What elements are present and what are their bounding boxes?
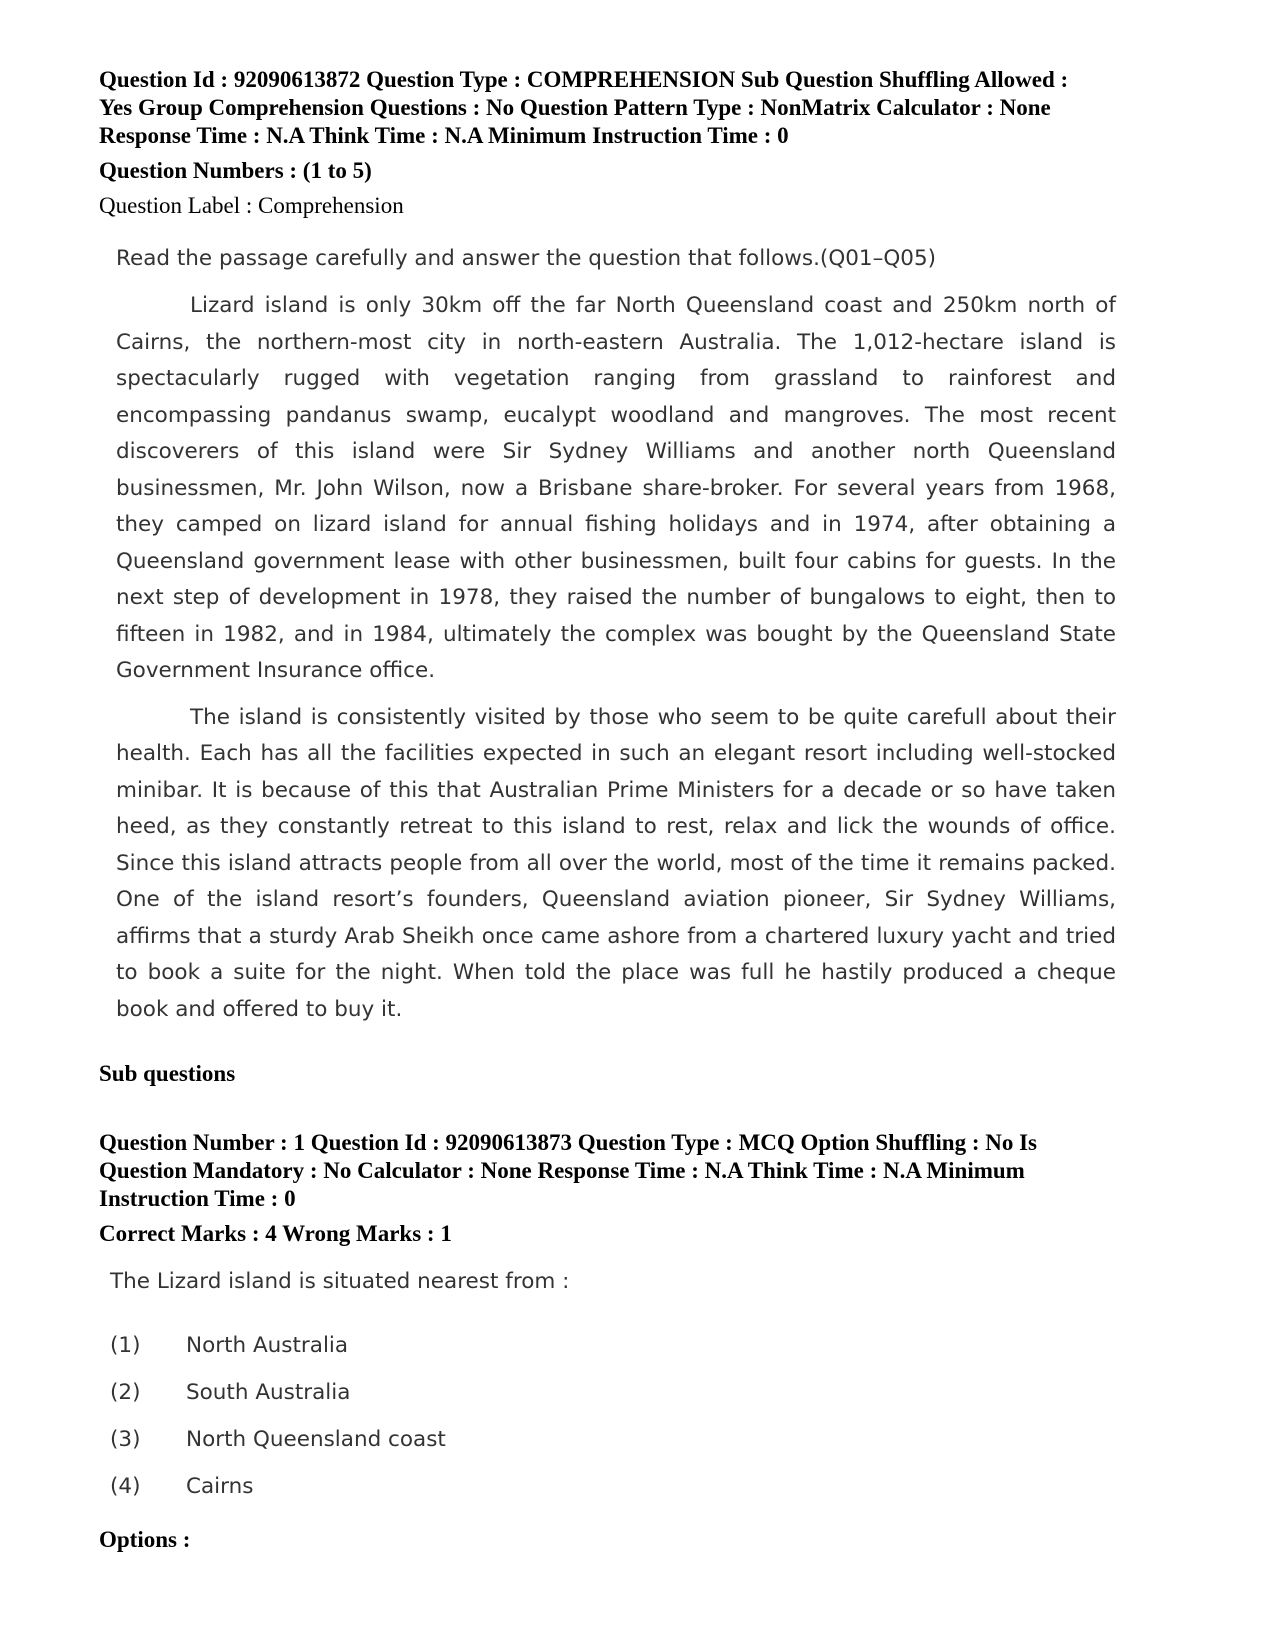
comprehension-passage bbox=[116, 244, 1116, 1038]
question-label: Question Label : Comprehension bbox=[99, 193, 404, 218]
question-1-meta-line: Instruction Time : 0 bbox=[99, 1186, 296, 1211]
options-heading: Options : bbox=[99, 1527, 191, 1552]
question-1-stem: The Lizard island is situated nearest from : bbox=[110, 1269, 570, 1294]
choice-number: (2) bbox=[110, 1380, 141, 1405]
question-1-meta-line: Question Number : 1 Question Id : 92090613873 Question Type : MCQ Option Shuffling : No Is bbox=[99, 1130, 1038, 1155]
choice-item bbox=[110, 1369, 446, 1416]
passage-paragraph-2: The island is consistently visited by those who seem to be quite carefull about their health. Each has all the facilities expected in such an elegant resort including well-stocked minibar. It is because of this that Australian Prime Ministers for a decade or so have taken heed, as they constantly retreat to this island to rest, relax and lick the wounds of office. Since this island attracts people from all over the world, most of the time it remains packed. One of the island resort’s founders, Queensland aviation pioneer, Sir Sydney Williams, affirms that a sturdy Arab Sheikh once came ashore from a chartered luxury yacht and tried to book a suite for the night. When told the place was full he hastily produced a cheque book and offered to buy it. bbox=[116, 704, 1116, 1022]
choice-text: North Australia bbox=[186, 1333, 349, 1358]
choice-item bbox=[110, 1463, 446, 1510]
passage-paragraph-1: Lizard island is only 30km off the far North Queensland coast and 250km north of Cairns, the northern-most city in north-eastern Australia. The 1,012-hectare island is spectacularly rugged with vegetation ranging from grassland to rainforest and encompassing pandanus swamp, eucalypt woodland and mangroves. The most recent discoverers of this island were Sir Sydney Williams and another north Queensland businessmen, Mr. John Wilson, now a Brisbane share-broker. For several years from 1968, they camped on lizard island for annual fishing holidays and in 1974, after obtaining a Queensland government lease with other businessmen, built four cabins for guests. In the next step of development in 1978, they raised the number of bungalows to eight, then to fifteen in 1982, and in 1984, ultimately the complex was bought by the Queensland State Government Insurance office. bbox=[116, 293, 1116, 683]
choice-text: North Queensland coast bbox=[186, 1427, 446, 1452]
question-1-choices bbox=[110, 1322, 446, 1510]
comprehension-metadata bbox=[99, 66, 1179, 150]
sub-questions-heading: Sub questions bbox=[99, 1061, 236, 1086]
passage-instruction: Read the passage carefully and answer the question that follows.(Q01–Q05) bbox=[116, 246, 937, 271]
question-numbers: Question Numbers : (1 to 5) bbox=[99, 158, 372, 183]
comprehension-meta-line: Question Id : 92090613872 Question Type : COMPREHENSION Sub Question Shuffling Allowed : bbox=[99, 67, 1069, 92]
choice-number: (3) bbox=[110, 1427, 141, 1452]
question-1-meta-line: Question Mandatory : No Calculator : None Response Time : N.A Think Time : N.A Minimum bbox=[99, 1158, 1025, 1183]
choice-text: South Australia bbox=[186, 1380, 351, 1405]
choice-text: Cairns bbox=[186, 1474, 254, 1499]
choice-number: (4) bbox=[110, 1474, 141, 1499]
question-1-metadata bbox=[99, 1129, 1179, 1213]
comprehension-meta-line: Response Time : N.A Think Time : N.A Minimum Instruction Time : 0 bbox=[99, 123, 789, 148]
choice-item bbox=[110, 1322, 446, 1369]
comprehension-meta-line: Yes Group Comprehension Questions : No Question Pattern Type : NonMatrix Calculator : None bbox=[99, 95, 1051, 120]
question-1-marks: Correct Marks : 4 Wrong Marks : 1 bbox=[99, 1221, 452, 1246]
choice-item bbox=[110, 1416, 446, 1463]
choice-number: (1) bbox=[110, 1333, 141, 1358]
